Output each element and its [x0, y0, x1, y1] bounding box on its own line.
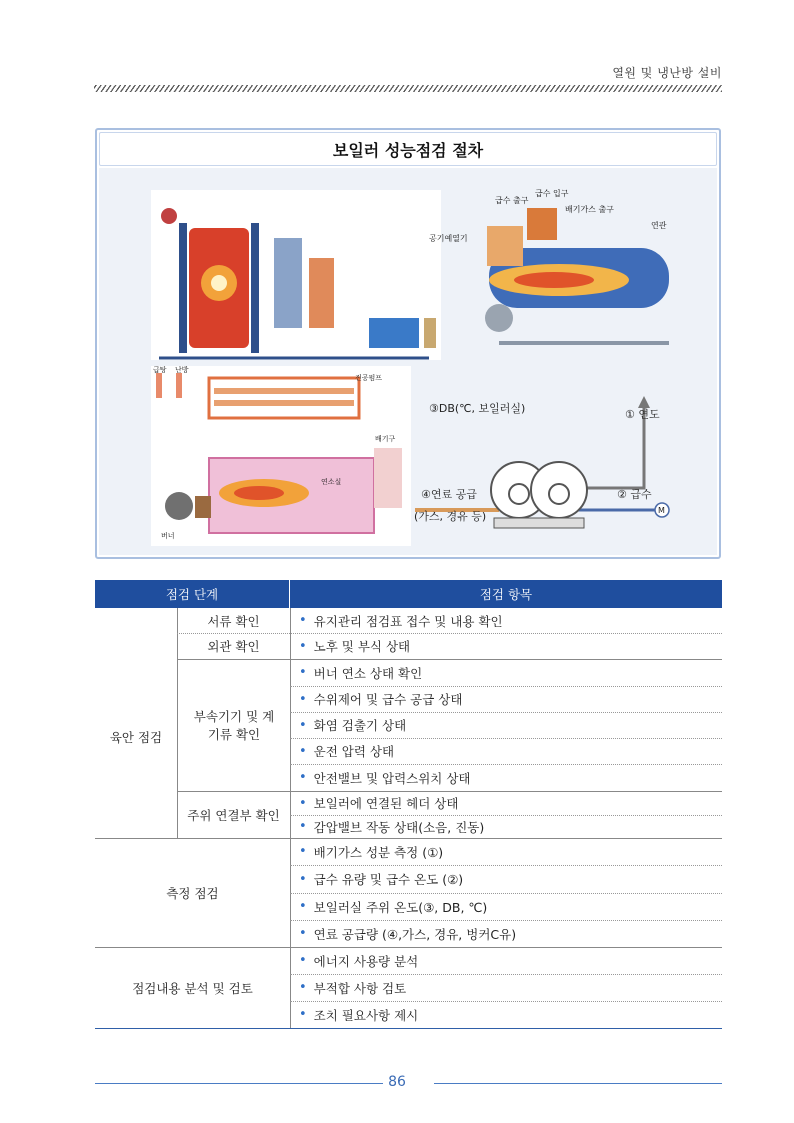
header-hatch-divider: [94, 85, 722, 92]
svg-text:연소실: 연소실: [321, 478, 342, 486]
list-item: • 운전 압력 상태: [290, 738, 722, 764]
list-item: • 보일러실 주위 온도(③, DB, ℃): [290, 893, 722, 920]
svg-text:배기구: 배기구: [375, 435, 396, 443]
table-body: [95, 608, 722, 1028]
vertical-boiler-diagram: [151, 190, 441, 360]
sub-connections: 주위 연결부 확인: [187, 807, 280, 823]
list-item: • 보일러에 연결된 헤더 상태: [290, 791, 722, 815]
list-item: • 수위제어 및 급수 공급 상태: [290, 686, 722, 712]
svg-text:급수 출구: 급수 출구: [495, 196, 529, 205]
list-item: • 연료 공급량 (④,가스, 경유, 벙커C유): [290, 920, 722, 947]
list-item: • 안전밸브 및 압력스위치 상태: [290, 764, 722, 791]
list-item: • 에너지 사용량 분석: [290, 947, 722, 974]
svg-text:(가스, 경유 등): (가스, 경유 등): [414, 510, 487, 523]
meter-symbol: M: [658, 506, 665, 515]
stage-visual: 육안 점검: [109, 729, 163, 745]
svg-text:공기예열기: 공기예열기: [429, 234, 468, 243]
sub-exterior: 외관 확인: [207, 639, 260, 654]
cutaway-boiler-diagram: [151, 366, 411, 546]
svg-text:급수 입구: 급수 입구: [535, 189, 569, 198]
list-item: • 노후 및 부식 상태: [290, 633, 722, 659]
list-item: • 부적합 사항 검토: [290, 974, 722, 1001]
sub-docs: 서류 확인: [207, 613, 260, 629]
list-item: • 화염 검출기 상태: [290, 712, 722, 738]
figure-title-bar: [99, 132, 717, 166]
list-item: • 조치 필요사항 제시: [290, 1001, 722, 1028]
page-number: 86: [388, 1074, 406, 1090]
header-stage: 점검 단계: [95, 580, 290, 608]
svg-text:진공펌프: 진공펌프: [355, 374, 383, 382]
stage-measurement: 측정 점검: [166, 885, 219, 901]
horizontal-boiler-diagram: [485, 208, 669, 343]
svg-text:④연료 공급: ④연료 공급: [421, 488, 477, 501]
table-header: [95, 580, 722, 608]
svg-text:버너: 버너: [161, 532, 175, 540]
svg-text:배기가스 출구: 배기가스 출구: [565, 205, 614, 214]
list-item: • 감압밸브 작동 상태(소음, 진동): [290, 815, 722, 838]
svg-text:난방: 난방: [175, 366, 189, 374]
stage-analysis: 점검내용 분석 및 검토: [132, 980, 253, 996]
sub-accessories: 부속기기 및 계기류 확인: [193, 709, 275, 742]
header-items: 점검 항목: [479, 587, 533, 602]
figure-box: [95, 128, 721, 559]
inspection-table: [95, 580, 722, 1028]
list-item: • 유지관리 점검표 접수 및 내용 확인: [290, 608, 722, 633]
list-item: • 급수 유량 및 급수 온도 (②): [290, 865, 722, 893]
list-item: • 버너 연소 상태 확인: [290, 659, 722, 686]
figure-title: 보일러 성능점검 절차: [332, 140, 484, 160]
list-item: • 배기가스 성분 측정 (①): [290, 838, 722, 865]
running-head: 열원 및 냉난방 설비: [612, 66, 722, 80]
svg-text:② 급수: ② 급수: [617, 488, 652, 501]
svg-text:연관: 연관: [651, 221, 667, 230]
figure-illustration: [99, 168, 717, 555]
svg-text:급탕: 급탕: [153, 366, 167, 374]
svg-text:③DB(℃, 보일러실): ③DB(℃, 보일러실): [429, 402, 526, 415]
svg-text:① 연도: ① 연도: [625, 408, 660, 421]
